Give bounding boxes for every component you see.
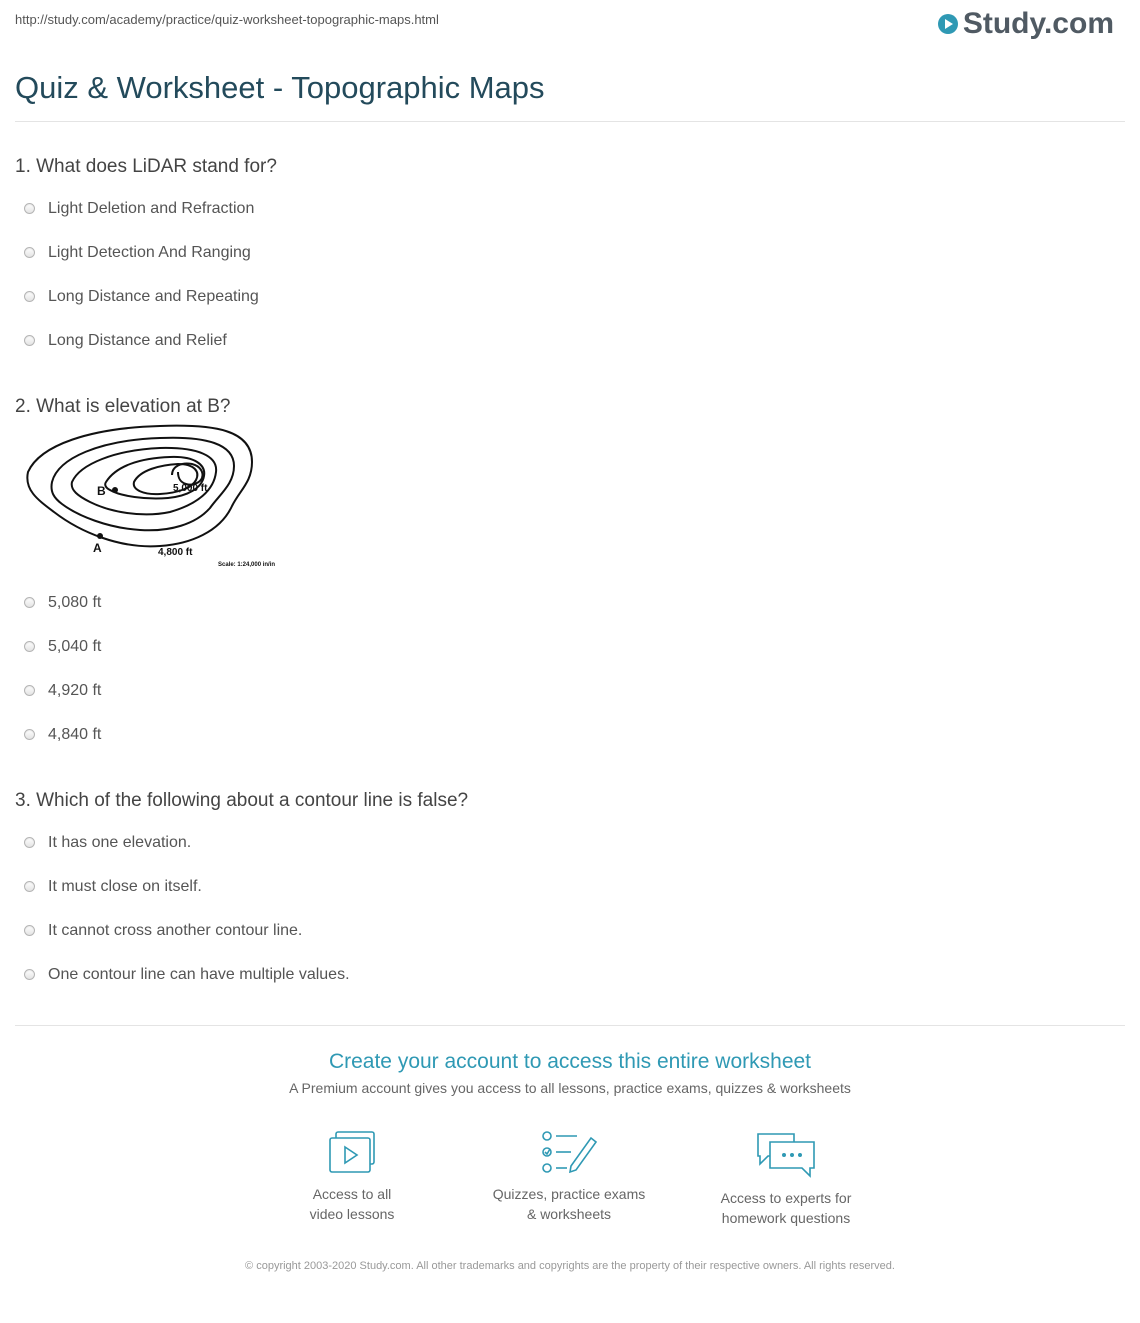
title-divider <box>15 121 1125 122</box>
quiz-checklist-icon <box>541 1130 597 1174</box>
option-label: It cannot cross another contour line. <box>48 922 303 939</box>
feature-experts <box>686 1130 886 1228</box>
radio-icon[interactable] <box>24 335 35 346</box>
radio-icon[interactable] <box>24 203 35 214</box>
page-title: Quiz & Worksheet - Topographic Maps <box>15 70 545 105</box>
option-label: It has one elevation. <box>48 834 192 851</box>
question-1: 1. What does LiDAR stand for? <box>15 156 277 177</box>
feature-quizzes <box>469 1130 669 1224</box>
feature-video-lessons <box>252 1130 452 1224</box>
question-3: 3. Which of the following about a contour line is false? <box>15 790 469 811</box>
map-label-peak: 5,000 ft <box>173 483 208 494</box>
option-label: 4,840 ft <box>48 726 102 743</box>
radio-icon[interactable] <box>24 881 35 892</box>
page-url: http://study.com/academy/practice/quiz-worksheet-topographic-maps.html <box>15 12 439 27</box>
map-label-base: 4,800 ft <box>158 547 193 558</box>
feature-label-1a: Access to all <box>312 1186 392 1202</box>
radio-icon[interactable] <box>24 837 35 848</box>
question-2: 2. What is elevation at B? <box>15 396 231 417</box>
q1-option-1[interactable] <box>24 200 254 218</box>
q1-option-3[interactable] <box>24 288 259 306</box>
option-label: Light Detection And Ranging <box>48 244 251 261</box>
option-label: 4,920 ft <box>48 682 102 699</box>
map-label-b: B <box>97 484 106 498</box>
radio-icon[interactable] <box>24 685 35 696</box>
q3-option-2[interactable] <box>24 878 202 896</box>
option-label: Long Distance and Relief <box>48 332 227 349</box>
radio-icon[interactable] <box>24 729 35 740</box>
feature-label-3b: homework questions <box>721 1210 851 1226</box>
map-scale: Scale: 1:24,000 in/in <box>218 562 276 568</box>
radio-icon[interactable] <box>24 291 35 302</box>
option-label: 5,040 ft <box>48 638 102 655</box>
video-lesson-icon <box>326 1130 378 1174</box>
cta-title-link[interactable]: Create your account to access this entire worksheet <box>328 1050 812 1073</box>
radio-icon[interactable] <box>24 641 35 652</box>
q3-option-1[interactable] <box>24 834 191 852</box>
q3-option-4[interactable] <box>24 966 350 984</box>
play-logo-icon <box>937 13 959 35</box>
logo-text: Study.com <box>962 7 1114 40</box>
q1-option-2[interactable] <box>24 244 251 262</box>
cta-subtitle: A Premium account gives you access to all lessons, practice exams, quizzes & worksheets <box>289 1080 851 1096</box>
feature-label-2b: & worksheets <box>526 1206 612 1222</box>
option-label: It must close on itself. <box>48 878 202 895</box>
copyright: © copyright 2003-2020 Study.com. All other trademarks and copyrights are the property of their respective owners. All rights reserved. <box>245 1260 895 1272</box>
feature-label-2a: Quizzes, practice exams <box>492 1186 646 1202</box>
radio-icon[interactable] <box>24 247 35 258</box>
feature-label-3a: Access to experts for <box>720 1190 852 1206</box>
map-label-a: A <box>93 541 102 555</box>
option-label: One contour line can have multiple values. <box>48 966 350 983</box>
option-label: 5,080 ft <box>48 594 102 611</box>
study-logo[interactable] <box>937 6 1114 42</box>
option-label: Light Deletion and Refraction <box>48 200 255 217</box>
q2-option-3[interactable] <box>24 682 101 700</box>
chat-bubbles-icon <box>754 1130 818 1178</box>
map-point-a <box>97 533 103 539</box>
option-label: Long Distance and Repeating <box>48 288 259 305</box>
feature-label-1b: video lessons <box>309 1206 395 1222</box>
q2-option-1[interactable] <box>24 594 101 612</box>
cta-divider <box>15 1025 1125 1026</box>
q2-option-4[interactable] <box>24 726 101 744</box>
radio-icon[interactable] <box>24 969 35 980</box>
q3-option-3[interactable] <box>24 922 302 940</box>
topographic-map-figure <box>20 420 290 570</box>
radio-icon[interactable] <box>24 925 35 936</box>
map-point-b <box>112 487 118 493</box>
q1-option-4[interactable] <box>24 332 227 350</box>
q2-option-2[interactable] <box>24 638 101 656</box>
radio-icon[interactable] <box>24 597 35 608</box>
